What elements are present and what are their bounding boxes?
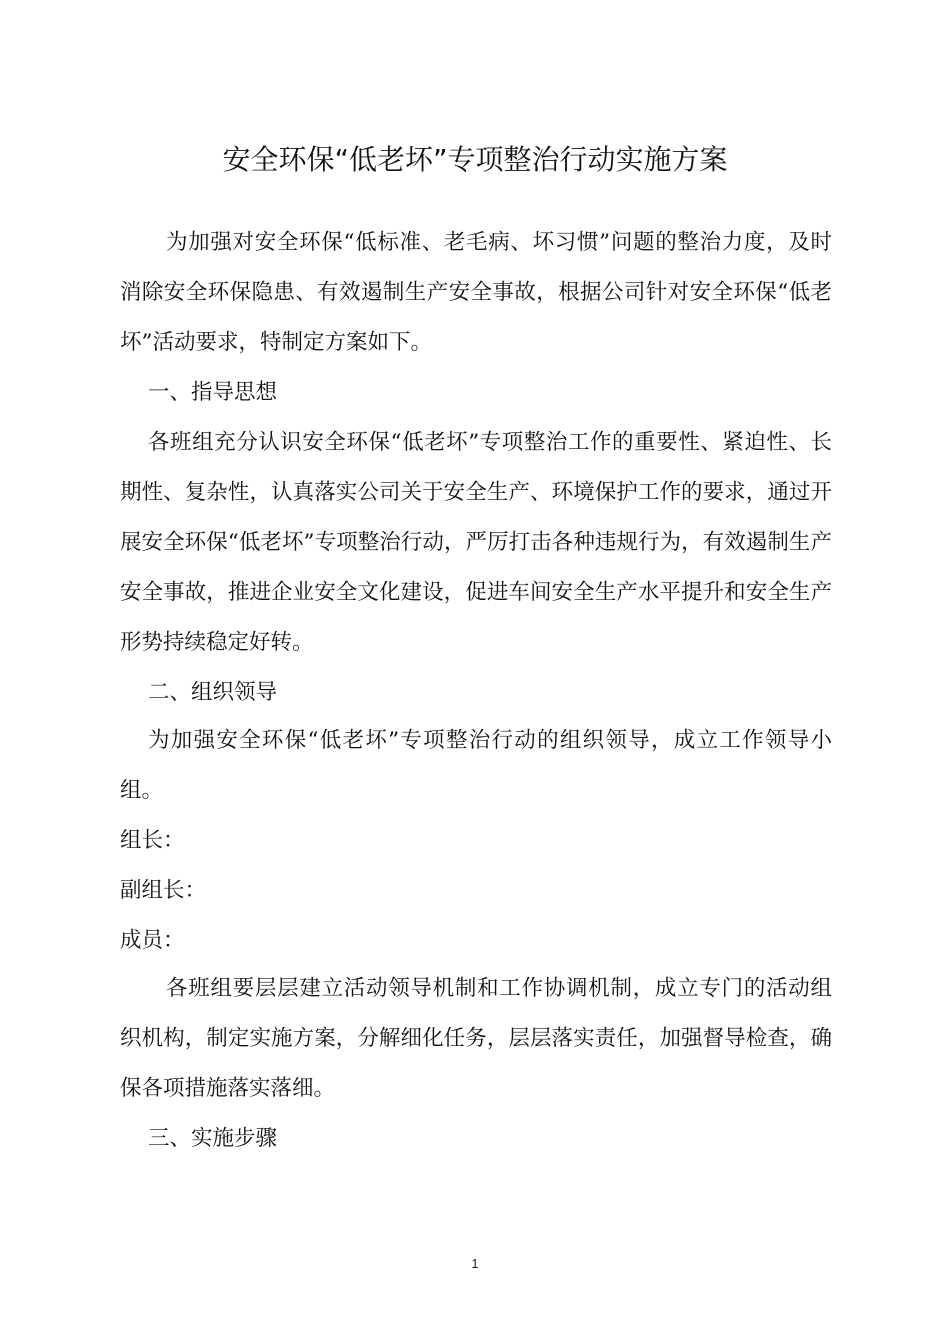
intro-paragraph: 为加强对安全环保“低标准、老毛病、坏习惯”问题的整治力度，及时消除安全环保隐患、有效遏制生产安全事故，根据公司针对安全环保“低老坏”活动要求，特制定方案如下。: [120, 230, 832, 355]
section-2-heading: 二、组织领导: [148, 680, 278, 705]
members-label: 成员：: [120, 928, 185, 953]
section-2-body: 为加强安全环保“低老坏”专项整治行动的组织领导，成立工作领导小组。: [120, 728, 832, 803]
section-2-body-2: 各班组要层层建立活动领导机制和工作协调机制，成立专门的活动组织机构，制定实施方案，分解细化任务，层层落实责任，加强督导检查，确保各项措施落实落细。: [120, 976, 832, 1101]
section-3-heading: 三、实施步骤: [148, 1126, 278, 1151]
document-title: 安全环保“低老坏”专项整治行动实施方案: [222, 143, 728, 176]
deputy-leader-label: 副组长：: [120, 878, 207, 903]
leader-label: 组长：: [120, 828, 185, 853]
section-1-body: 各班组充分认识安全环保“低老坏”专项整治工作的重要性、紧迫性、长期性、复杂性，认真落实公司关于安全生产、环境保护工作的要求，通过开展安全环保“低老坏”专项整治行动，严厉打击各种违规行为，有效遏制生产安全事故，推进企业安全文化建设，促进车间安全生产水平提升和安全生产形势持续稳定好转。: [120, 430, 832, 655]
section-1-heading: 一、指导思想: [148, 380, 278, 405]
page-number: 1: [471, 1256, 479, 1271]
